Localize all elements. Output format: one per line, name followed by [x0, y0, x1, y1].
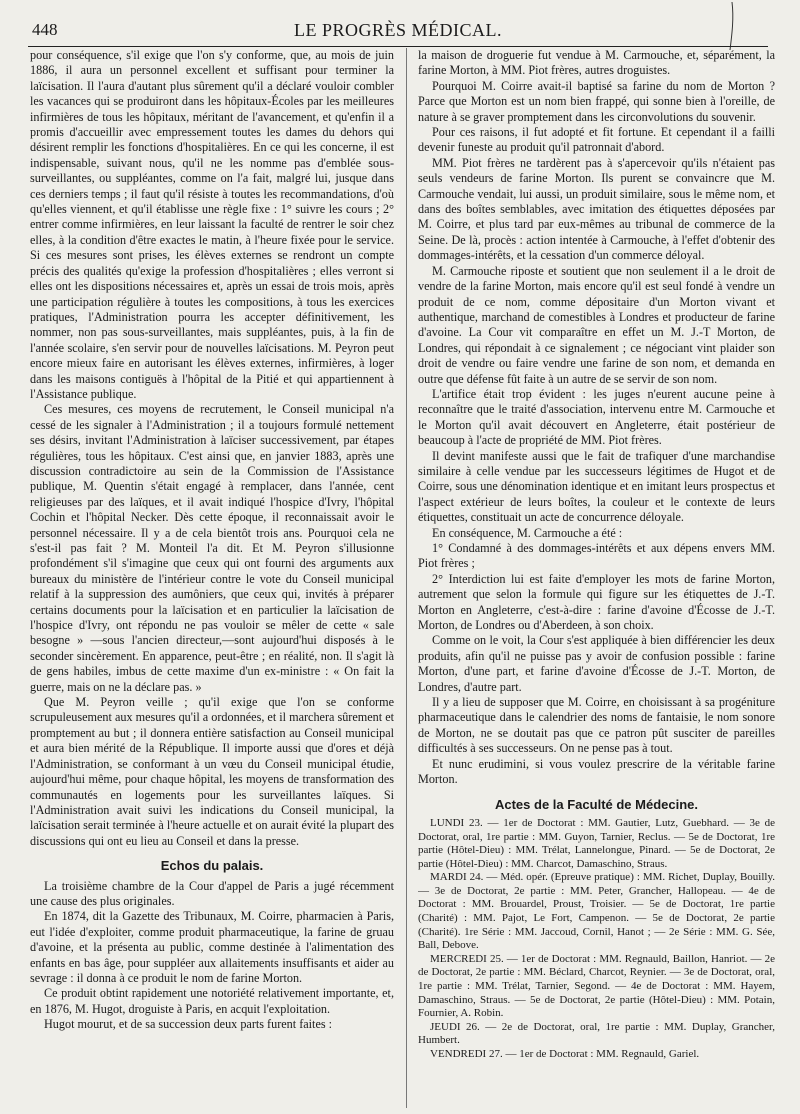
- paragraph: 1° Condamné à des dommages-intérêts et aux dépens envers MM. Piot frères ;: [418, 541, 775, 571]
- acts-entry: LUNDI 23. — 1er de Doctorat : MM. Gautier, Lutz, Guebhard. — 3e de Doctorat, oral, 1re partie : MM. Guyon, Tarnier, Reclus. — 5e de Doctorat, 1re partie (Hôtel-Dieu) : MM. Trélat, Lannelongue, Pinard. — 5e de Doctorat, 2e partie (Hôtel-Dieu) : MM. Charcot, Damaschino, Straus.: [418, 816, 775, 870]
- acts-entry: MARDI 24. — Méd. opér. (Epreuve pratique) : MM. Richet, Duplay, Bouilly. — 3e de Doctorat, 2e partie : MM. Peter, Grancher, Hallopeau. — 4e de Doctorat : MM. Brouardel, Proust, Troisier. — 5e de Doctorat, 1re partie (Charité) : MM. Pajot, Le Fort, Campenon. — 5e de Doctorat, 2e partie (Charité). 1re Série : MM. Jaccoud, Cornil, Hanot ; — 2e Série : MM. G. Sée, Ball, Debove.: [418, 871, 775, 952]
- paragraph: la maison de droguerie fut vendue à M. Carmouche, et, séparément, la farine Morton, à MM. Piot frères, autres droguistes.: [418, 48, 775, 78]
- acts-entry: MERCREDI 25. — 1er de Doctorat : MM. Regnauld, Baillon, Hanriot. — 2e de Doctorat, 2e partie : MM. Béclard, Charcot, Reynier. — 3e de Doctorat, oral, 1re partie : MM. Trélat, Tarnier, Segond. — 4e de Doctorat : MM. Hayem, Damaschino, Straus. — 5e de Doctorat, 2e partie (Hôtel-Dieu) : MM. Potain, Fournier, A. Robin.: [418, 952, 775, 1020]
- paragraph: La troisième chambre de la Cour d'appel de Paris a jugé récemment une cause des plus originales.: [30, 878, 394, 908]
- page-header: [28, 18, 768, 47]
- paragraph: Hugot mourut, et de sa succession deux parts furent faites :: [44, 1017, 333, 1032]
- column-divider: [406, 48, 407, 1108]
- paragraph: Ces mesures, ces moyens de recrutement, le Conseil municipal n'a cessé de les signaler à l'Administration ; il a toujours formulé nettement ses désirs, invitant l'Administration à laïciser successivement, par étapes régulières, tous les hôpitaux. C'est ainsi que, en janvier 1883, après une discussion contradictoire au sein de la Commission de l'Assistance publique, M. Quentin s'était engagé à remplacer, dans l'année, cent religieuses par des laïques, et il avait indiqué l'hospice d'Ivry, l'hôpital Cochin et l'hôpital Necker. Dès cette époque, il reconnaissait avoir le personnel nécessaire. Il y a de cela bientôt trois ans. Pourquoi cela ne s'est-il pas fait ? M. Monteil l'a dit. Et M. Peyron s'illusionne profondément s'il s'imagine que ceux qui ont fourni des arguments aux bureaux du ministère de l'intérieur contre le vote du Conseil municipal relatif à la suppression des aumôniers, que ceux qui, invités à préparer certains documents pour la laïcisation et en particulier la laïcisation de l'hospice d'Ivry, ont répondu ne pas vouloir se mêler de cette « sale besogne » —sous l'ancien directeur,—sont aujourd'hui disposés à le seconder sincèrement. En apparence, peut-être ; en réalité, non. Il s'agit là de gens habiles, imbus de cette maxime d'un ex-ministre : « On fait la guerre, mais on ne la déclare pas. »: [30, 402, 394, 694]
- paragraph: MM. Piot frères ne tardèrent pas à s'apercevoir qu'ils n'étaient pas seuls vendeurs de farine Morton. Ils purent se convaincre que M. Carmouche vendait, lui aussi, un produit similaire, sous le même nom, et dans des boîtes semblables, avec imitation des étiquettes déposées par M. Coirre, et plus tard par eux-mêmes au tribunal de commerce de la Seine. De là, procès : action intentée à Carmouche, à l'effet d'obtenir des dommages-intérêts, et la cessation d'un commerce déloyal.: [418, 155, 775, 263]
- paragraph: Pour ces raisons, il fut adopté et fit fortune. Et cependant il a failli devenir funeste au produit qu'il patronnait d'abord.: [418, 125, 775, 155]
- section-heading: Echos du palais.: [160, 858, 264, 874]
- acts-entry: VENDREDI 27. — 1er de Doctorat : MM. Regnauld, Gariel.: [430, 1048, 700, 1060]
- paragraph: Il y a lieu de supposer que M. Coirre, en choisissant à sa progéniture pharmaceutique dans le calendrier des noms de fantaisie, le nom sonore de Morton, ne se doutait pas que ce patron pût susciter de pareilles difficultés à ses successeurs. On ne pense pas à tout.: [418, 695, 775, 756]
- paragraph: Pourquoi M. Coirre avait-il baptisé sa farine du nom de Morton ? Parce que Morton est un nom bien frappé, qui sonne bien à l'oreille, de nature à se graver promptement dans les circonvolutions du souvenir.: [418, 78, 775, 124]
- section-heading: Actes de la Faculté de Médecine.: [494, 796, 699, 812]
- paragraph: Comme on le voit, la Cour s'est appliquée à bien différencier les deux produits, afin qu'il ne puisse pas y avoir de confusion possible : farine Morton, d'une part, et farine d'avoine d'Écosse de J.-T. Morton, de Londres, d'autre part.: [418, 633, 775, 694]
- article-columns: [30, 48, 775, 1108]
- paragraph: L'artifice était trop évident : les juges n'eurent aucune peine à reconnaître que le traité d'association, intervenu entre M. Carmouche et le Morton qu'il avait découvert en Angleterre, était postérieur de beaucoup à l'acte de propriété de MM. Piot frères.: [418, 386, 775, 448]
- acts-entry: JEUDI 26. — 2e de Doctorat, oral, 1re partie : MM. Duplay, Grancher, Humbert.: [418, 1020, 775, 1047]
- paragraph: Ce produit obtint rapidement une notoriété relativement importante, et, en 1876, M. Hugot, droguiste à Paris, en acquit l'exploitation.: [30, 986, 394, 1016]
- right-column: [418, 48, 775, 1108]
- paragraph: En 1874, dit la Gazette des Tribunaux, M. Coirre, pharmacien à Paris, eut l'idée d'exploiter, comme produit pharmaceutique, la farine de gruau d'avoine, et la présenta au public, comme destinée à l'alimentation des enfants en bas âge, pour suppléer aux allaitements insuffisants et aider au sevrage : il donna à ce produit le nom de farine Morton.: [30, 909, 394, 985]
- faculty-acts-list: [418, 817, 775, 1062]
- journal-title: LE PROGRÈS MÉDICAL.: [293, 20, 502, 40]
- paragraph: En conséquence, M. Carmouche a été :: [432, 525, 623, 540]
- paragraph: M. Carmouche riposte et soutient que non seulement il a le droit de vendre de la farine Morton, mais encore qu'il est seul fondé à vendre un produit de ce nom, comme dépositaire d'un Morton vivant et authentique, marchand de comestibles à Londres et producteur de farine d'avoine. La Cour vit comparaître en effet un M. J.-T Morton, de Londres, qui répondait à ce signalement ; ce négociant vint plaider son droit de vendre ou faire vendre une farine de son nom, et demanda en outre que défense fût faite à un autre de se servir de son nom.: [418, 263, 775, 386]
- paragraph: Il devint manifeste aussi que le fait de trafiquer d'une marchandise similaire à celle vendue par les successeurs légitimes de Hugot et de Coirre, sous une dénomination identique et en imitant leurs prospectus et l'aspect extérieur de leurs boîtes, la couleur et le contexte de leurs étiquettes, constituait un acte de concurrence déloyale.: [418, 448, 775, 525]
- paragraph: Que M. Peyron veille ; qu'il exige que l'on se conforme scrupuleusement aux mesures qu'il a ordonnées, et il marchera sûrement et promptement au but ; il donnera entière satisfaction au Conseil municipal et aura bien mérité de la République. Il importe aussi que d'ores et déjà l'Administration, se conformant à un vœu du Conseil municipal étudie, aujourd'hui même, pour chaque hôpital, les moyens de transformation des communautés en logements pour les surveillantes laïques. Si l'Administration avait suivi les indications du Conseil municipal, la laïcisation serait terminée à l'heure actuelle et on aurait évité la plupart des discussions qui ont eu lieu au Conseil et dans la presse.: [30, 695, 394, 848]
- page-number: 448: [32, 20, 58, 39]
- paragraph: pour conséquence, s'il exige que l'on s'y conforme, que, au mois de juin 1886, il aura un personnel excellent et suffisant pour terminer la laïcisation. Il l'aura d'autant plus sûrement qu'il a déclaré vouloir combler les vacances qui se produiront dans les hôpitaux-Écoles par les meilleures infirmières de tous les hôpitaux, méritant de l'avancement, et qu'enfin il a promis d'accueillir avec empressement toutes les dames du dehors qui désirent remplir les fonctions d'hospitalières. En ce qui les concerne, il est indispensable, suivant nous, qu'il ne les nomme pas d'emblée sous-surveillantes, ou suppléantes, comme on l'a fait, malgré lui, jusque dans ces derniers temps ; il faut qu'il résiste à toutes les recommandations, d'où qu'elles viennent, et qu'il établisse une règle fixe : 1° suivre les cours ; 2° entrer comme infirmières, en leur laissant la faculté de rentrer le soir chez elles, à la condition d'être exactes le matin, à l'heure fixée pour le service. Si ces mesures sont prises, les élèves externes se rendront un compte précis des qualités qu'exige la profession d'hospitalières ; elles verront si elles ont les dispositions nécessaires et, après un essai de trois mois, après une participation régulière à toutes les compositions, à tous les exercices pratiques, l'Administration pourra les accepter définitivement, les nommer, non pas sous-surveillantes, mais suppléantes, puis, à la fin de l'année scolaire, s'en servir pour de nouvelles laïcisations. M. Peyron peut encore mieux faire en autorisant les élèves externes, infirmières, à loger dans les maisons contiguës à l'hôpital de la Pitié et qui appartiennent à l'Assistance publique.: [30, 48, 394, 401]
- paragraph: Et nunc erudimini, si vous voulez prescrire de la véritable farine Morton.: [418, 756, 775, 787]
- left-column: [30, 48, 394, 1108]
- paragraph: 2° Interdiction lui est faite d'employer les mots de farine Morton, autrement que selon la formule qui figure sur les étiquettes de J.-T. Morton en Angleterre, c'est-à-dire : farine d'avoine d'Écosse de J.-T. Morton, de Londres ou d'Aberdeen, à son choix.: [418, 571, 775, 633]
